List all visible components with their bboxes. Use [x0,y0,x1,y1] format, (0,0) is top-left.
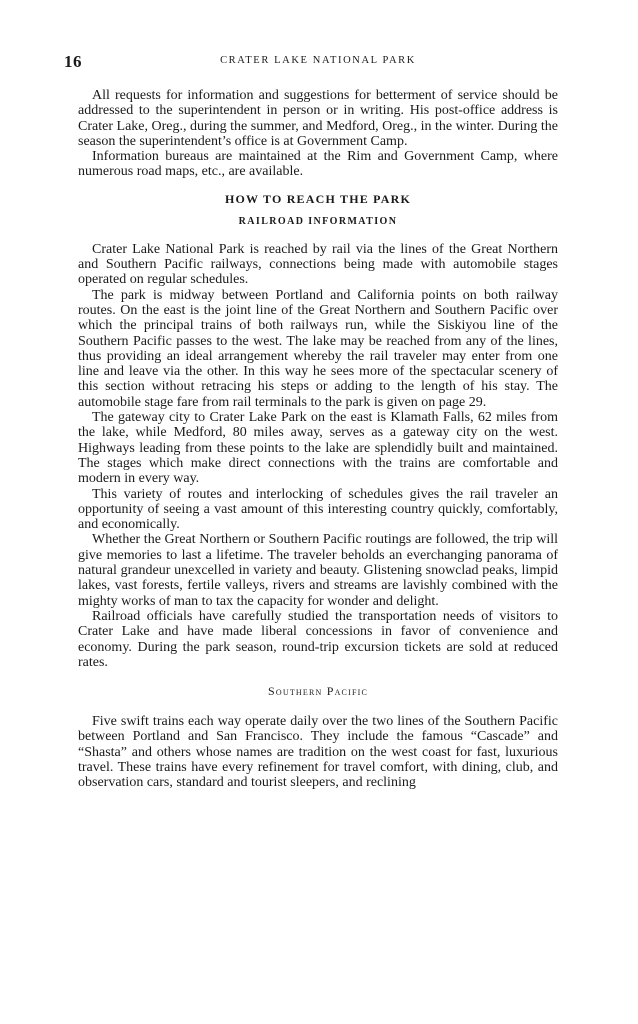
paragraph-trip-memories: Whether the Great Northern or Southern Pacific routings are followed, the trip will give memories to last a lifetime. The traveler beholds an everchanging panorama of natural grandeur unexcelled in variety and beauty. Glistening snowclad peaks, limpid lakes, vast forests, fertile valleys, rivers and streams are lavishly combined with the mighty works of man to tax the capacity for wonder and delight. [78,532,558,609]
section-heading-how-to-reach: HOW TO REACH THE PARK [224,191,412,206]
paragraph-route-variety: This variety of routes and interlocking of schedules gives the rail traveler an opportunity of seeing a vast amount of this interesting country quickly, comfortably, and economically. [78,486,558,533]
paragraph-information-bureaus: Information bureaus are maintained at the Rim and Government Camp, where numerous road maps, etc., are available. [78,149,558,180]
document-page [64,52,558,791]
paragraph-requests: All requests for information and suggestions for betterment of service should be addressed to the superintendent in person or in writing. His post-office address is Crater Lake, Oreg., during the summer, and Medford, Oreg., in the winter. During the season the superintendent’s office is at Government Camp. [78,88,558,149]
running-title: CRATER LAKE NATIONAL PARK [220,55,416,66]
paragraph-railroad-officials: Railroad officials have carefully studied the transportation needs of visitors to Crater Lake and have made liberal concessions in favor of convenience and economy. During the park season, round-trip excursion tickets are sold at reduced rates. [78,608,558,670]
paragraph-gateway-cities: The gateway city to Crater Lake Park on the east is Klamath Falls, 62 miles from the lake, while Medford, 80 miles away, serves as a gateway city on the west. Highways leading from these points to the lake are splendidly built and maintained. The stages which make direct connections with the trains are comfortable and modern in every way. [78,410,558,487]
page-number: 16 [64,52,82,71]
subsection-heading-southern-pacific: Southern Pacific [268,684,368,699]
running-header [64,52,558,76]
subsection-heading-railroad: RAILROAD INFORMATION [238,215,398,227]
paragraph-railroad-intro: Crater Lake National Park is reached by rail via the lines of the Great Northern and Southern Pacific railways, connections being made with automobile stages operated on regular schedules. [78,241,558,288]
paragraph-railroad-routes: The park is midway between Portland and California points on both railway routes. On the east is the joint line of the Great Northern and Southern Pacific over which the principal trains of both railways run, while the Siskiyou line of the Southern Pacific passes to the west. The lake may be reached from any of the lines, thus providing an ideal arrangement whereby the rail traveler may enter from one line and leave via the other. In this way he sees more of the spectacular scenery of this section without retracing his steps or adding to the length of his stay. The automobile stage fare from rail terminals to the park is given on page 29. [78,287,558,410]
paragraph-southern-pacific-trains: Five swift trains each way operate daily over the two lines of the Southern Pacific between Portland and San Francisco. They include the famous “Cascade” and “Shasta” and others whose names are tradition on the west coast for fast, luxurious travel. These trains have every refinement for travel comfort, with dining, club, and observation cars, standard and tourist sleepers, and reclining [78,714,558,791]
